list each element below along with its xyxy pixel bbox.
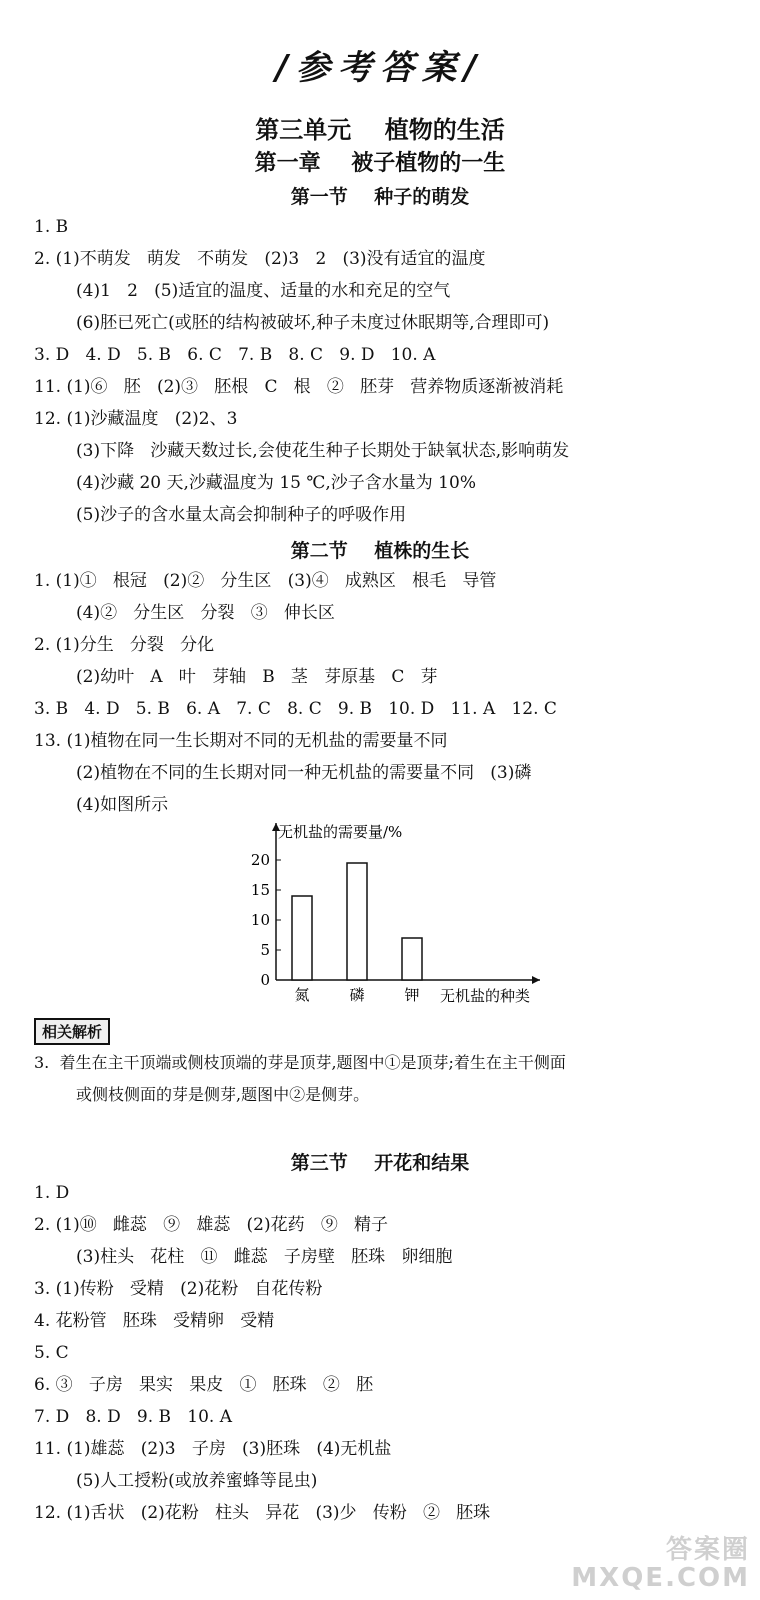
- analysis-label: 相关解析: [34, 1018, 110, 1045]
- answer-line: 2. (1)分生 分裂 分化: [34, 635, 215, 655]
- analysis-line: 3. 着生在主干顶端或侧枝顶端的芽是顶芽,题图中①是顶芽;着生在主干侧面: [34, 1053, 566, 1072]
- answer-line: (4)如图所示: [76, 795, 169, 815]
- y-tick-label: 15: [250, 881, 270, 899]
- mineral-need-bar-chart: [240, 815, 570, 1015]
- x-axis-arrow: [532, 976, 540, 984]
- section-2-title: 第二节 植株的生长: [290, 540, 470, 562]
- answer-line: (3)下降 沙藏天数过长,会使花生种子长期处于缺氧状态,影响萌发: [76, 441, 570, 461]
- answer-line: 3. D 4. D 5. B 6. C 7. B 8. C 9. D 10. A: [34, 345, 436, 365]
- answer-line: (6)胚已死亡(或胚的结构被破坏,种子未度过休眠期等,合理即可): [76, 313, 550, 333]
- answer-line: (4)② 分生区 分裂 ③ 伸长区: [76, 603, 335, 623]
- answer-line: 5. C: [34, 1343, 69, 1363]
- answer-key-banner: /参考答案/: [275, 48, 485, 88]
- analysis-line: 或侧枝侧面的芽是侧芽,题图中②是侧芽。: [76, 1085, 370, 1104]
- chart-ylabel: 无机盐的需要量/%: [278, 823, 403, 841]
- answer-line: 11. (1)雄蕊 (2)3 子房 (3)胚珠 (4)无机盐: [34, 1439, 392, 1459]
- y-tick-label: 20: [250, 851, 270, 869]
- x-tick-label: 钾: [404, 986, 420, 1004]
- answer-line: 1. B: [34, 217, 69, 237]
- answer-line: (4)1 2 (5)适宜的温度、适量的水和充足的空气: [76, 281, 451, 301]
- section-1-title: 第一节 种子的萌发: [290, 186, 470, 208]
- bar: [402, 938, 422, 980]
- bar: [347, 863, 367, 980]
- answer-line: 3. B 4. D 5. B 6. A 7. C 8. C 9. B 10. D 11. A 12. C: [34, 699, 557, 719]
- answer-line: 11. (1)⑥ 胚 (2)③ 胚根 C 根 ② 胚芽 营养物质逐渐被消耗: [34, 377, 564, 397]
- unit-title: 第三单元 植物的生活: [255, 116, 505, 144]
- watermark-logo-text: 答案圈: [665, 1535, 750, 1565]
- chapter-title: 第一章 被子植物的一生: [254, 151, 506, 176]
- section-3-title: 第三节 开花和结果: [290, 1152, 470, 1174]
- x-tick-label: 氮: [294, 986, 310, 1004]
- answer-line: 6. ③ 子房 果实 果皮 ① 胚珠 ② 胚: [34, 1375, 374, 1395]
- x-tick-label: 磷: [349, 986, 365, 1004]
- answer-line: 3. (1)传粉 受精 (2)花粉 自花传粉: [34, 1279, 323, 1299]
- answer-line: (3)柱头 花柱 ⑪ 雌蕊 子房壁 胚珠 卵细胞: [76, 1247, 453, 1267]
- watermark: [571, 1536, 750, 1592]
- answer-line: (4)沙藏 20 天,沙藏温度为 15 ℃,沙子含水量为 10%: [76, 473, 476, 493]
- answer-line: 1. (1)① 根冠 (2)② 分生区 (3)④ 成熟区 根毛 导管: [34, 571, 497, 591]
- answer-line: 4. 花粉管 胚珠 受精卵 受精: [34, 1311, 275, 1331]
- answer-line: (2)植物在不同的生长期对同一种无机盐的需要量不同 (3)磷: [76, 763, 532, 783]
- y-tick-label: 10: [250, 911, 270, 929]
- y-tick-label: 0: [260, 971, 270, 989]
- chart-xlabel: 无机盐的种类: [440, 987, 531, 1005]
- answer-line: 12. (1)舌状 (2)花粉 柱头 异花 (3)少 传粉 ② 胚珠: [34, 1503, 491, 1523]
- answer-line: (5)沙子的含水量太高会抑制种子的呼吸作用: [76, 505, 407, 525]
- y-tick-label: 5: [260, 941, 270, 959]
- answer-line: (2)幼叶 A 叶 芽轴 B 茎 芽原基 C 芽: [76, 667, 438, 687]
- answer-line: (5)人工授粉(或放养蜜蜂等昆虫): [76, 1471, 318, 1491]
- answer-line: 12. (1)沙藏温度 (2)2、3: [34, 409, 238, 429]
- answer-line: 2. (1)不萌发 萌发 不萌发 (2)3 2 (3)没有适宜的温度: [34, 249, 486, 269]
- watermark-url: MXQE.COM: [571, 1563, 750, 1593]
- bar: [292, 896, 312, 980]
- answer-line: 2. (1)⑩ 雌蕊 ⑨ 雄蕊 (2)花药 ⑨ 精子: [34, 1215, 389, 1235]
- answer-line: 1. D: [34, 1183, 70, 1203]
- answer-line: 13. (1)植物在同一生长期对不同的无机盐的需要量不同: [34, 731, 448, 751]
- answer-line: 7. D 8. D 9. B 10. A: [34, 1407, 232, 1427]
